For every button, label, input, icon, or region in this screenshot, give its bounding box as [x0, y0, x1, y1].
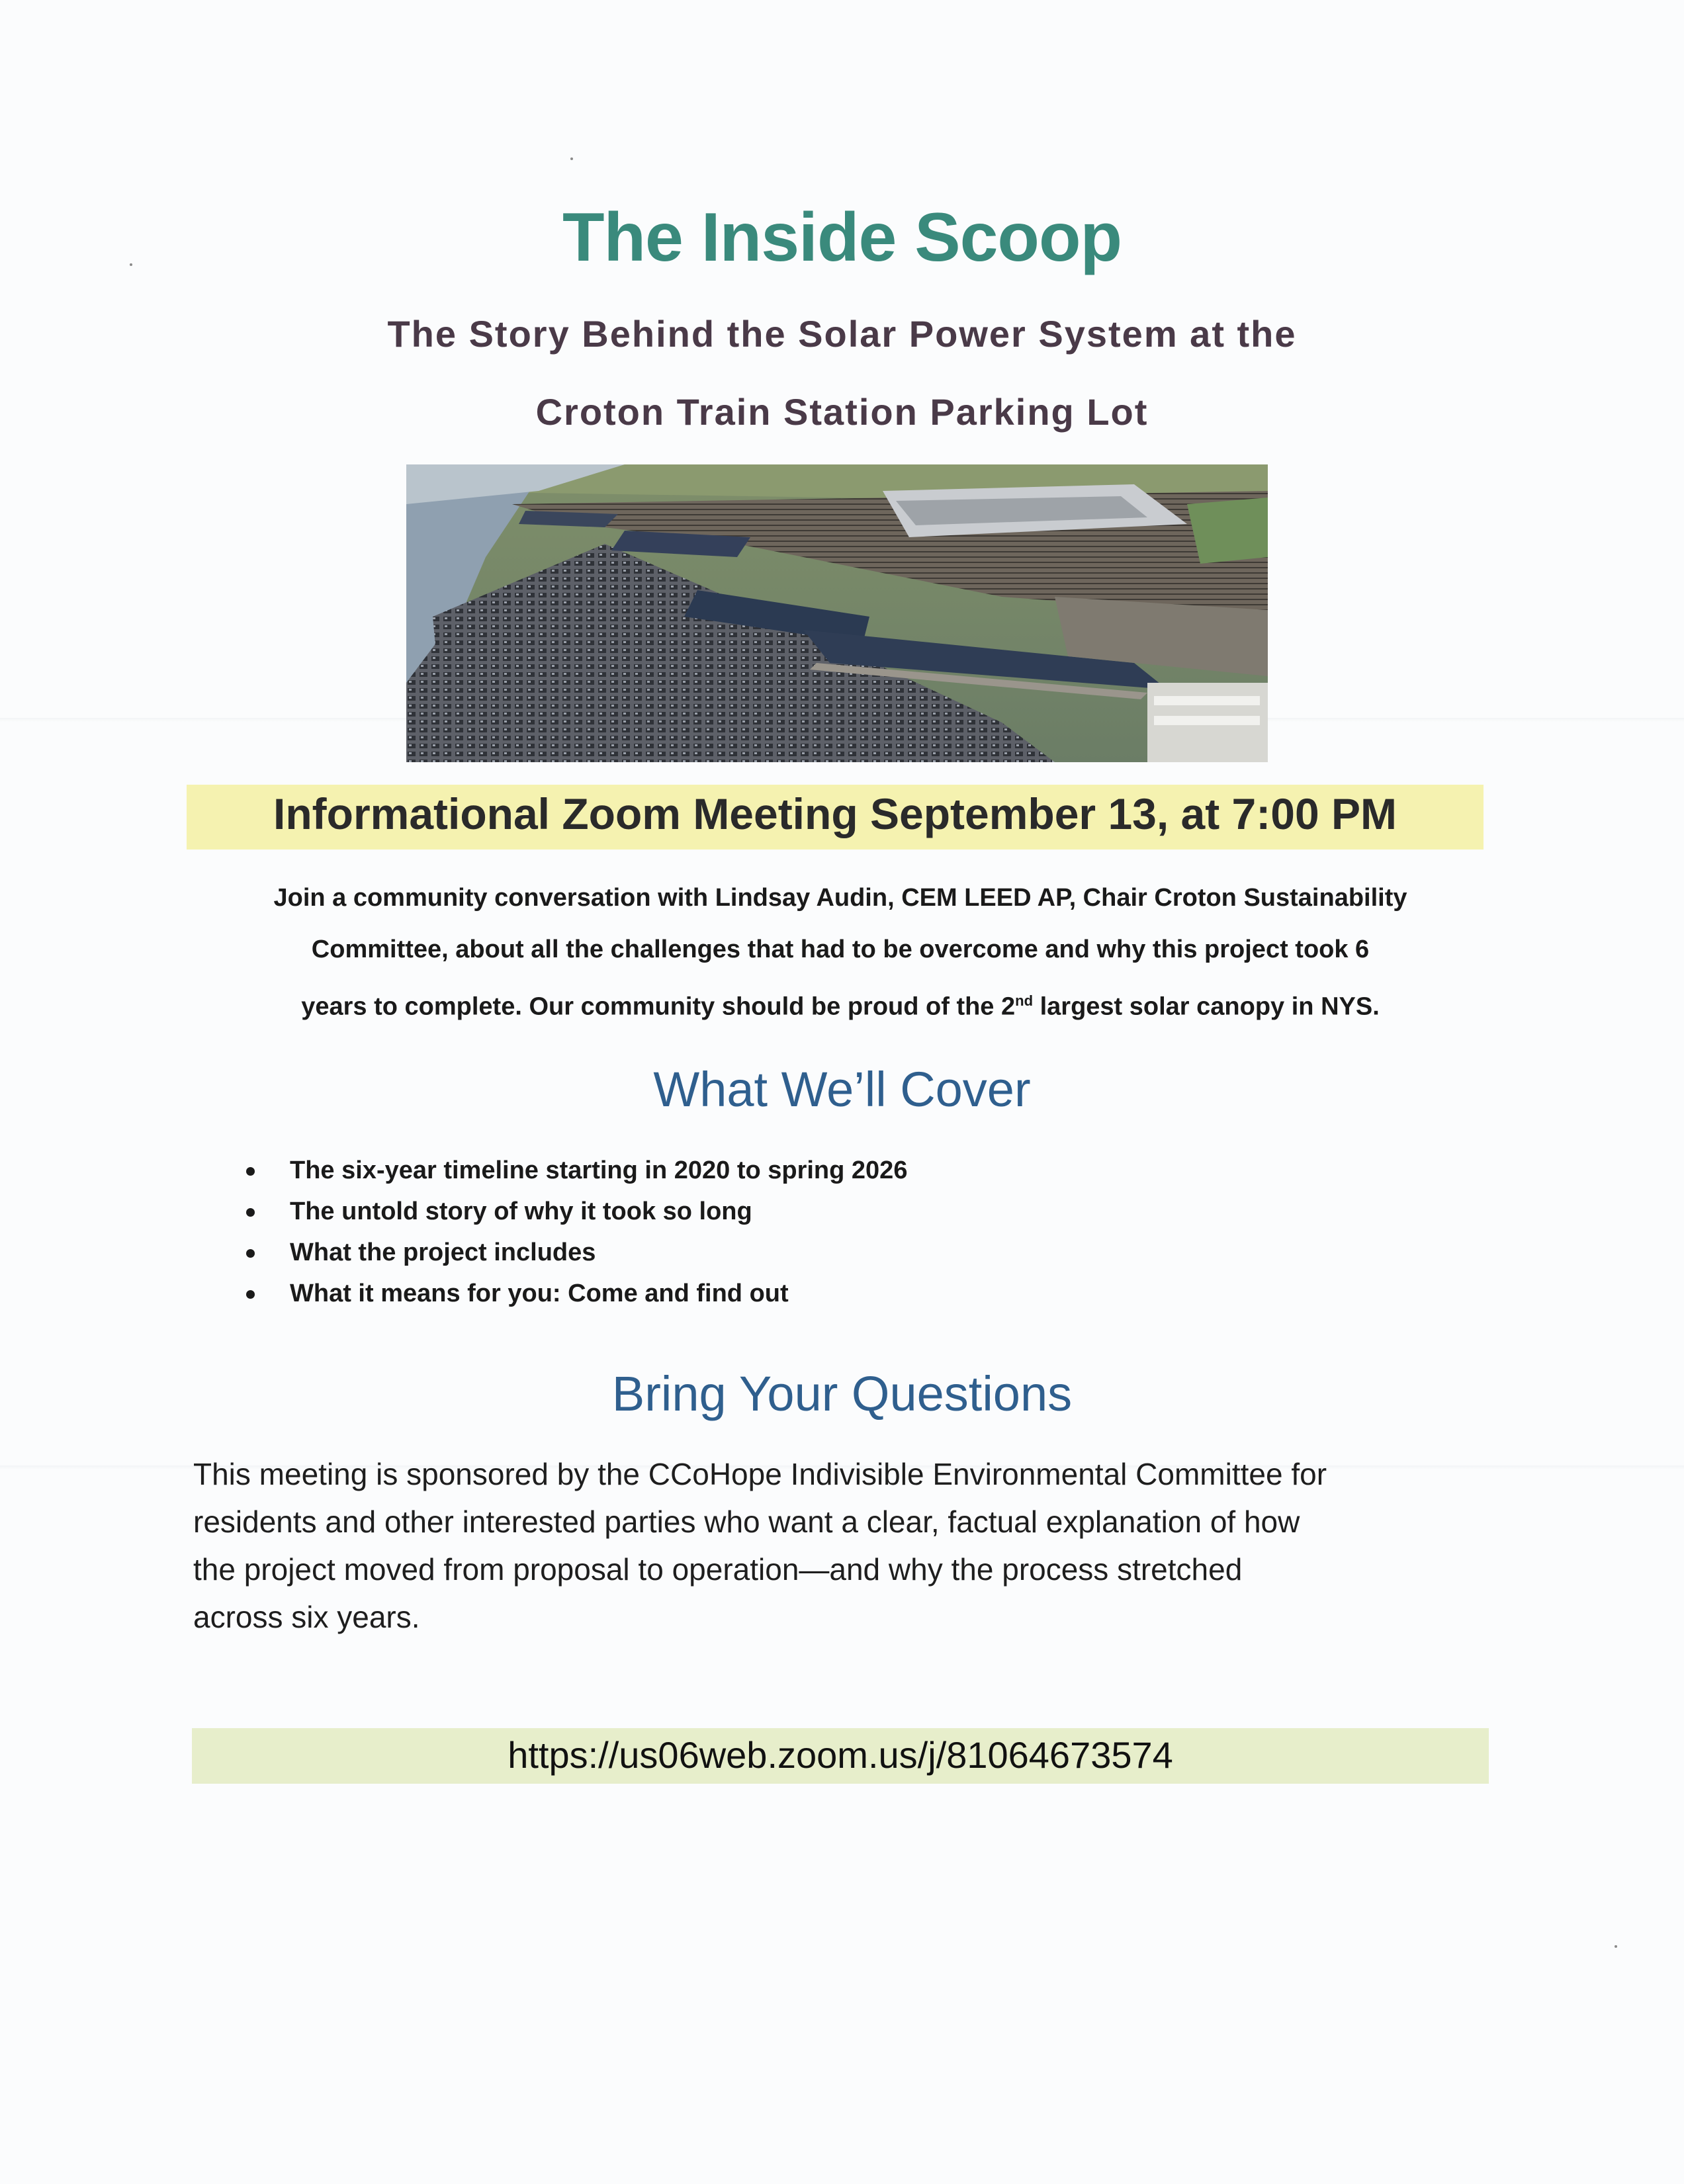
paper-speck	[570, 157, 573, 160]
intro-line	[165, 975, 1515, 1033]
intro-line: Committee, about all the challenges that had to be overcome and why this project took 6	[311, 936, 1370, 963]
meeting-announcement: Informational Zoom Meeting September 13, at 7:00 PM	[273, 789, 1397, 838]
sponsor-paragraph	[193, 1450, 1510, 1641]
sponsor-line: the project moved from proposal to operation—and why the process stretched	[193, 1552, 1243, 1587]
intro-paragraph	[165, 872, 1515, 1033]
flyer-title: The Inside Scoop	[562, 199, 1122, 276]
list-item-text: The six-year timeline starting in 2020 to spring 2026	[290, 1157, 908, 1184]
ordinal-suffix: nd	[1015, 992, 1034, 1009]
list-item	[246, 1273, 907, 1314]
paper-speck	[1615, 1945, 1617, 1948]
bullet-icon	[246, 1167, 255, 1176]
cover-heading: What We’ll Cover	[653, 1062, 1031, 1117]
sponsor-line: This meeting is sponsored by the CCoHope Indivisible Environmental Committee for	[193, 1457, 1327, 1491]
bullet-icon	[246, 1290, 255, 1299]
list-item	[246, 1232, 907, 1273]
aerial-photo	[406, 464, 1268, 762]
flyer-subtitle-line2: Croton Train Station Parking Lot	[535, 391, 1149, 433]
sponsor-line: residents and other interested parties who want a clear, factual explanation of how	[193, 1505, 1300, 1539]
zoom-link[interactable]: https://us06web.zoom.us/j/81064673574	[508, 1734, 1173, 1776]
list-item-text: What the project includes	[290, 1239, 596, 1266]
bullet-icon	[246, 1208, 255, 1217]
bullet-icon	[246, 1249, 255, 1258]
aerial-photo-solar-canopy-icon	[406, 464, 1268, 762]
intro-line: Join a community conversation with Lindsay Audin, CEM LEED AP, Chair Croton Sustainability	[273, 884, 1407, 912]
list-item-text: What it means for you: Come and find out	[290, 1280, 789, 1307]
questions-heading: Bring Your Questions	[611, 1366, 1073, 1421]
list-item	[246, 1191, 907, 1232]
sponsor-line: across six years.	[193, 1600, 420, 1634]
list-item	[246, 1150, 907, 1191]
intro-text: years to complete. Our community should be proud of the 2	[301, 992, 1016, 1021]
flyer-subtitle-line1: The Story Behind the Solar Power System at the	[387, 313, 1297, 355]
cover-list	[246, 1150, 907, 1314]
list-item-text: The untold story of why it took so long	[290, 1198, 752, 1225]
intro-text: largest solar canopy in NYS.	[1033, 992, 1380, 1021]
